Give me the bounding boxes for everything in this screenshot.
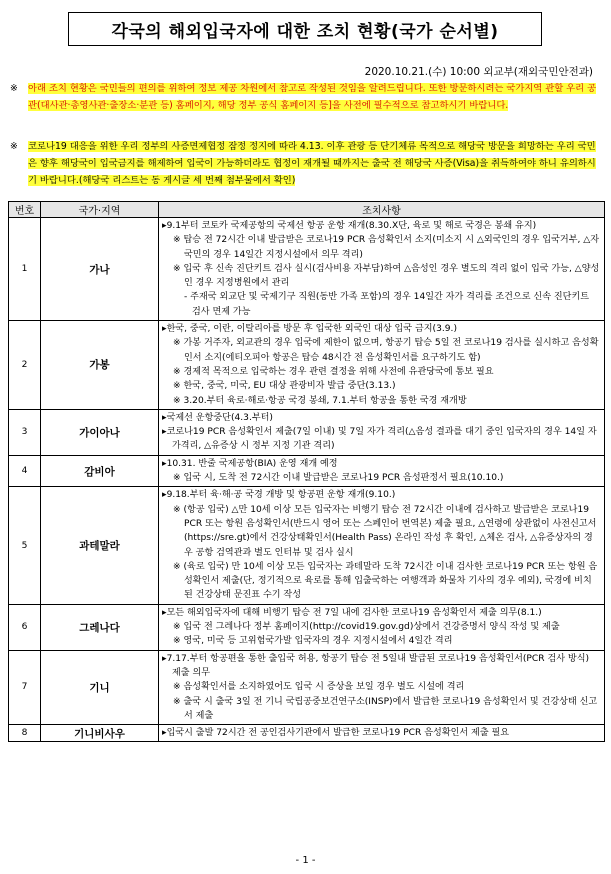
- row-detail: [159, 409, 605, 455]
- detail-line: ▸9.1부터 코토카 국제공항의 국제선 항공 운항 재개(8.30.X단, 육로 및 해로 국경은 봉쇄 유지): [162, 221, 537, 231]
- header-no: 번호: [9, 202, 41, 218]
- row-detail: [159, 725, 605, 742]
- detail-line: ※ 출국 시 출국 3일 전 기니 국립공중보건연구소(INSP)에서 발급한 코로나19 음성확인서 및 건강상태 신고서 제출: [173, 696, 598, 721]
- row-country: 감비아: [41, 455, 159, 487]
- row-country: 그레나다: [41, 604, 159, 650]
- row-detail: [159, 487, 605, 604]
- detail-line: ▸한국, 중국, 이란, 이탈리아를 방문 후 입국한 외국인 대상 입국 금지(3.9.): [162, 324, 457, 335]
- table-row: [9, 604, 605, 650]
- detail-line: ※ (육로 입국) 만 10세 이상 모든 입국자는 과테말라 도착 72시간 이내 검사한 코로나19 PCR 또는 항원 음성확인서 제출(단, 정기적으로 육로를 통해 입출국하는 여행객과 화물차 기사의 경우 예외), 국경에 비치된 건강상태 문진표 수기 작성: [173, 561, 598, 601]
- row-number: 7: [9, 650, 41, 724]
- detail-line: ※ 탑승 전 72시간 이내 발급받은 코로나19 PCR 음성확인서 소지(미소지 시 △외국인의 경우 입국거부, △자국민의 경우 14일간 지정시설에서 의무 격리): [173, 235, 600, 260]
- table-row: [9, 321, 605, 410]
- detail-line: ※ 입국 시, 도착 전 72시간 이내 발급받은 코로나19 PCR 음성판정서 필요(10.10.): [173, 473, 504, 484]
- detail-line: ※ 한국, 중국, 미국, EU 대상 관광비자 발급 중단(3.13.): [173, 381, 396, 392]
- row-country: 가나: [41, 218, 159, 321]
- detail-line: ※ 입국 후 신속 진단키트 검사 실시(검사비용 자부담)하여 △음성인 경우 별도의 격리 없이 입국 가능, △양성인 경우 지정병원에서 관리: [173, 263, 600, 289]
- table-row: [9, 455, 605, 487]
- detail-line: ※ 입국 전 그레나다 정부 홈페이지(http://covid19.gov.gd)상에서 건강증명서 양식 작성 및 제출: [173, 622, 560, 633]
- detail-line: ▸국제선 운항중단(4.3.부터): [162, 412, 273, 423]
- notice-reference: [10, 80, 602, 114]
- row-detail: [159, 650, 605, 724]
- row-number: 1: [9, 218, 41, 321]
- dateline: 2020.10.21.(수) 10:00 외교부(재외국민안전과): [364, 66, 593, 78]
- table-row: [9, 650, 605, 724]
- detail-line: ※ (항공 입국) △만 10세 이상 모든 입국자는 비행기 탑승 전 72시간 이내에 검사하고 발급받은 코로나19 PCR 또는 항원 음성확인서(반드시 영어 또는 스페인어 번역본) 제출 필요, △연령에 상관없이 사전신고서(https://sre.gt)에서 건강상태확인서(Health Pass) 온라인 작성 후 확인, △체온 검사, △유증상자의 경우 공항 검역관과 별도 인터뷰 및 검사 실시: [173, 504, 597, 558]
- detail-line: ▸10.31. 반줄 국제공항(BIA) 운영 재개 예정: [162, 458, 338, 469]
- notice-mark: ※: [10, 141, 18, 152]
- notice-mark: ※: [10, 83, 18, 94]
- detail-line: - 주재국 외교단 및 국제기구 직원(동반 가족 포함)의 경우 14일간 자가 격리를 조건으로 신속 진단키트 검사 면제 가능: [184, 292, 590, 317]
- row-number: 8: [9, 725, 41, 742]
- row-number: 4: [9, 455, 41, 487]
- detail-line: ※ 3.20.부터 육로·해로·항공 국경 봉쇄, 7.1.부터 항공을 통한 국경 재개방: [173, 395, 467, 406]
- detail-line: ※ 경제적 목적으로 입국하는 경우 관련 결정을 위해 사전에 유관당국에 통보 필요: [173, 366, 494, 377]
- notice-text: 아래 조치 현황은 국민들의 편의를 위하여 정보 제공 차원에서 참고로 작성된 것임을 알려드립니다. 또한 방문하시려는 국가지역 관할 우리 공관(대사관·총영사관·출장소·분관 등) 홈페이지, 해당 정부 공식 홈페이지 등]을 사전에 필수적으로 참고하시기 바랍니다.: [28, 83, 597, 111]
- page-title: 각국의 해외입국자에 대한 조치 현황(국가 순서별): [68, 12, 542, 46]
- row-country: 기니비사우: [41, 725, 159, 742]
- row-detail: [159, 321, 605, 410]
- header-detail: 조치사항: [159, 202, 605, 218]
- row-country: 가봉: [41, 321, 159, 410]
- row-country: 가이아나: [41, 409, 159, 455]
- page-number: - 1 -: [295, 855, 316, 866]
- row-number: 2: [9, 321, 41, 410]
- row-country: 과테말라: [41, 487, 159, 604]
- row-detail: [159, 604, 605, 650]
- notice-visa: [10, 138, 602, 189]
- row-number: 6: [9, 604, 41, 650]
- table-header-row: [9, 202, 605, 218]
- detail-line: ▸7.17.부터 항공편을 통한 출입국 허용, 항공기 탑승 전 5일내 발급된 코로나19 음성확인서(PCR 검사 방식) 제출 의무: [162, 653, 590, 678]
- detail-line: ▸입국시 출발 72시간 전 공인검사기관에서 발급한 코로나19 PCR 음성확인서 제출 필요: [162, 728, 510, 739]
- notice-text: 코로나19 대응을 위한 우리 정부의 사증면제협정 잠정 정지에 따라 4.13. 이후 관광 등 단기체류 목적으로 해당국 방문을 희망하는 우리 국민은 향후 해당국이 입국금지를 해제하여 입국이 가능하더라도 협정이 재개될 때까지는 출국 전 해당국 사증(Visa)을 취득하여야 하니 유의하시기 바랍니다.(해당국 리스트는 동 게시글 세 번째 첨부물에서 확인): [28, 141, 596, 186]
- table-row: [9, 487, 605, 604]
- row-number: 3: [9, 409, 41, 455]
- detail-line: ▸코로나19 PCR 음성확인서 제출(7일 이내) 및 7일 자가 격리(△음성 결과를 대기 중인 입국자의 경우 14일 자가격리, △유증상 시 정부 지정 기관 격리): [162, 427, 597, 452]
- row-detail: [159, 218, 605, 321]
- detail-line: ※ 가봉 거주자, 외교관의 경우 입국에 제한이 없으며, 항공기 탑승 5일 전 코로나19 검사를 실시하고 음성확인서 소지(에티오피아 항공은 탑승 48시간 전 음성확인서를 요구하기도 함): [173, 338, 599, 363]
- row-detail: [159, 455, 605, 487]
- table-row: [9, 409, 605, 455]
- table-row: [9, 218, 605, 321]
- table-row: [9, 725, 605, 742]
- detail-line: ▸모든 해외입국자에 대해 비행기 탑승 전 7일 내에 검사한 코로나19 음성확인서 제출 의무(8.1.): [162, 607, 542, 618]
- header-country: 국가·지역: [41, 202, 159, 218]
- detail-line: ※ 음성확인서를 소지하였어도 입국 시 증상을 보일 경우 별도 시설에 격리: [173, 682, 465, 693]
- detail-line: ▸9.18.부터 육·해·공 국경 개방 및 항공편 운항 재개(9.10.): [162, 490, 396, 501]
- row-country: 기니: [41, 650, 159, 724]
- measures-table: [8, 201, 605, 742]
- row-number: 5: [9, 487, 41, 604]
- detail-line: ※ 영국, 미국 등 고위험국가발 입국자의 경우 지정시설에서 4일간 격리: [173, 636, 453, 647]
